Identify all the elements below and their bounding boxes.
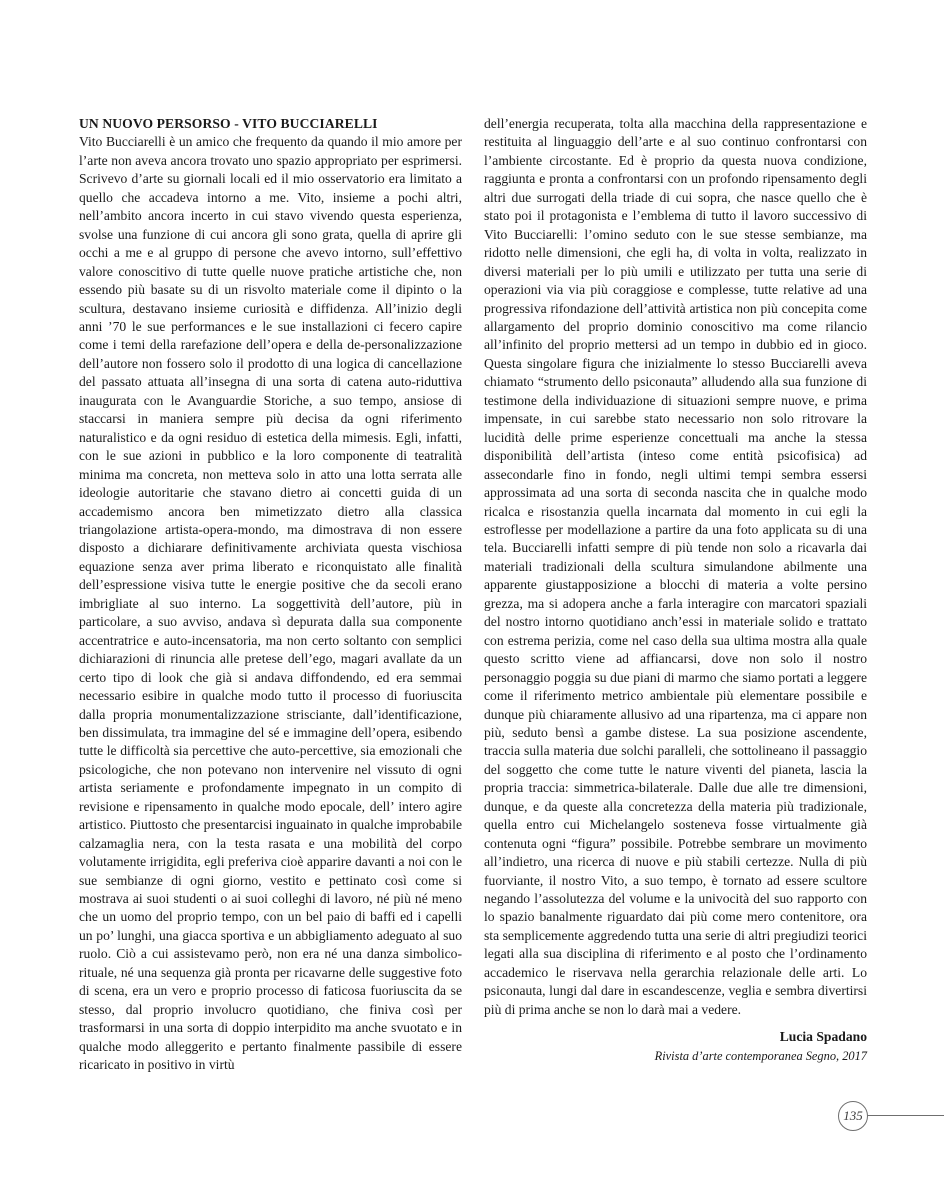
- article-title: UN NUOVO PERSORSO - VITO BUCCIARELLI: [79, 116, 378, 131]
- body-text-right: dell’energia recuperata, tolta alla macchina della rappresentazione e restituita al linguaggio dell’arte e al suo continuo confrontarsi con l’ambiente circostante. Ed è proprio da questa nuova condizione, raggiunta e pronta a confrontarsi con un profondo ripensamento degli altri due surrogati della triade di cui sopra, che nasce quello che è stato poi il protagonista e l’emblema di tutto il lavoro successivo di Vito Bucciarelli: l’omino seduto con le sue stesse sembianze, ma ridotto nelle dimensioni, che egli ha, di volta in volta, realizzato in diversi materiali per lo più umili e utilizzato per tutta una serie di operazioni via via più coraggiose e complesse, tutte relative ad una progressiva rifondazione dell’attività artistica non più concepita come allargamento del proprio dominio conoscitivo ma come rilancio all’infinito del proprio mettersi ad un tempo in dubbio ed in gioco. Questa singolare figura che inizialmente lo stesso Bucciarelli aveva chiamato “strumento dello psiconauta” alludendo alla sua funzione di testimone della individuazione di situazioni sempre nuove, e prima impensate, in cui sarebbe stato necessario non solo ritrovare la lucidità delle prime esperienze concettuali ma anche la stessa disponibilità dell’artista (inteso come entità psicofisica) ad assecondarle fino in fondo, negli ultimi tempi sembra essersi approssimata ad una sorta di seconda nascita che in qualche modo ricalca e risostanzia quella incarnata dal momento in cui egli la estroflesse per modellazione a partire da una foto applicata su di una tela. Bucciarelli infatti sempre di più tende non solo a ricavarla dai materiali tradizionali della scultura simulandone abilmente una apparente giustapposizione a blocchi di materia a volte persino grezza, ma si adopera anche a farla interagire con marcatori spaziali del nostro intorno quotidiano anch’essi in materiale solido e trattato con estrema perizia, come nel caso della sua ultima mostra alla quale questo scritto viene ad affiancarsi, dove non solo il nostro personaggio poggia su due piani di marmo che siamo portati a leggere come il riferimento metrico ambientale più elementare possibile e dunque più chiaramente allusivo ad una ripartenza, ma ci appare non più, seduto bensì a gambe distese. La sua posizione ascendente, traccia sulla materia due solchi paralleli, che sottolineano il passaggio del soggetto che come tutte le nature viventi del pianeta, lascia la propria traccia: simmetrica-bilaterale. Dalle due alle tre dimensioni, dunque, e da queste alla concretezza della materia più tradizionale, quella entro cui Michelangelo sosteneva fosse virtualmente già contenuta ogni “figura” possibile. Potrebbe sembrare un movimento all’indietro, una ricerca di nuove e più stabili certezze. Nulla di più fuorviante, il nostro Vito, a suo tempo, è tornato ad essere scultore negando l’assolutezza del volume e la univocità del suo rapporto con lo spazio banalmente riguardato dai più come mero contenitore, ora sta semplicemente aggredendo tutta una serie di altri pregiudizi teorici legati alla sua disciplina di riferimento e al posto che l’ordinamento accademico le riservava nella gerarchia relazionale delle arti. Lo psiconauta, lungi dal dare in escandescenze, veglia e sembra divertirsi più di prima anche se non lo darà mai a vedere.: [484, 116, 867, 1017]
- page-number: 135: [838, 1101, 868, 1131]
- signature-block: [484, 1028, 867, 1064]
- page-number-marker: [834, 1100, 944, 1130]
- column-left: [79, 115, 462, 1075]
- column-right: [484, 115, 867, 1075]
- page-number-rule: [858, 1115, 944, 1116]
- source-citation: Rivista d’arte contemporanea Segno, 2017: [654, 1048, 867, 1063]
- author-name: Lucia Spadano: [779, 1029, 867, 1045]
- body-text-left: Vito Bucciarelli è un amico che frequento da quando il mio amore per l’arte non aveva ancora trovato uno spazio appropriato per esprimersi. Scrivevo d’arte su giornali locali ed il mio osservatorio era limitato a quello che accadeva intorno a me. Vito, insieme a pochi altri, nell’ambito ancora incerto in cui stavo vivendo questa esperienza, svolse una funzione di cui ancora gli sono grata, quella di aprire gli occhi a me e al gruppo di persone che avevo intorno, sull’effettivo valore conoscitivo di tutte quelle nuove pratiche artistiche che, non essendo più basate su di un risvolto materiale come il dipinto o la scultura, destavano insieme curiosità e diffidenza. All’inizio degli anni ’70 le sue performances e le sue installazioni ci fecero capire come i temi della rarefazione dell’opera e della de-personalizzazione dell’autore non fossero solo il prodotto di una logica di cancellazione del passato attuata all’insegna di una sorta di catena auto-riduttiva inaugurata con le Avanguardie Storiche, a suo tempo, ansiose di staccarsi in maniera sempre più decisa da ogni riferimento naturalistico e da ogni residuo di estetica della mimesis. Egli, infatti, con le sue azioni in pubblico e la loro componente di teatralità minima ma concreta, non metteva solo in atto una lotta serrata alle ideologie autoritarie che stavano dietro ai concetti guida di un accademismo ancora ben mimetizzato dietro alla classica triangolazione artista-opera-mondo, ma dimostrava di non essere disposto a dichiarare definitivamente archiviata questa vischiosa equazione senza aver prima liberato e riconquistato alle finalità dell’espressione visiva tutte le energie positive che da secoli erano imbrigliate al suo interno. La soggettività dell’autore, più in particolare, a suo avviso, andava sì depurata dalla sua componente accentratrice e auto-incensatoria, ma non certo soltanto con semplici dichiarazioni di rinuncia alle pretese dell’ego, magari avallate da un certo tipo di look che già si andava diffondendo, ed era semmai necessario esibire in qualche modo tutto il processo di fuoriuscita dalla propria monumentalizzazione strisciante, dall’identificazione, ben dissimulata, tra immagine del sé e immagine dell’opera, esibendo tutte le difficoltà sia percettive che auto-percettive, sia emozionali che psicologiche, che non potevano non intervenire nel vissuto di ogni artista seriamente e profondamente impegnato in un compito di revisione e ripensamento in qualche modo epocale, dell’ intero agire artistico. Piuttosto che presentarcisi inguainato in qualche improbabile calzamaglia nera, con la testa rasata e una mobilità del corpo volutamente irrigidita, egli preferiva cioè apparire davanti a noi con le sue sembianze di ogni giorno, vestito e pettinato così come si mostrava ai suoi studenti o ai suoi colleghi di lavoro, né più né meno che un uomo del proprio tempo, con un bel paio di baffi ed i capelli un po’ lunghi, una giacca sportiva e un abbigliamento adeguato al suo ruolo. Ciò a cui assistevamo però, non era né una danza simbolico-rituale, né una sequenza già pronta per ricavarne delle suggestive foto di scena, era un vero e proprio processo di faticosa fuoriuscita da se stesso, dal proprio involucro quotidiano, che finiva così per trasformarsi in una sorta di doppio interpidito ma anche svuotato e in qualche modo alleggerito e pertanto finalmente passibile di essere ricaricato in positivo in virtù: [79, 134, 462, 1073]
- article-columns: [79, 115, 867, 1075]
